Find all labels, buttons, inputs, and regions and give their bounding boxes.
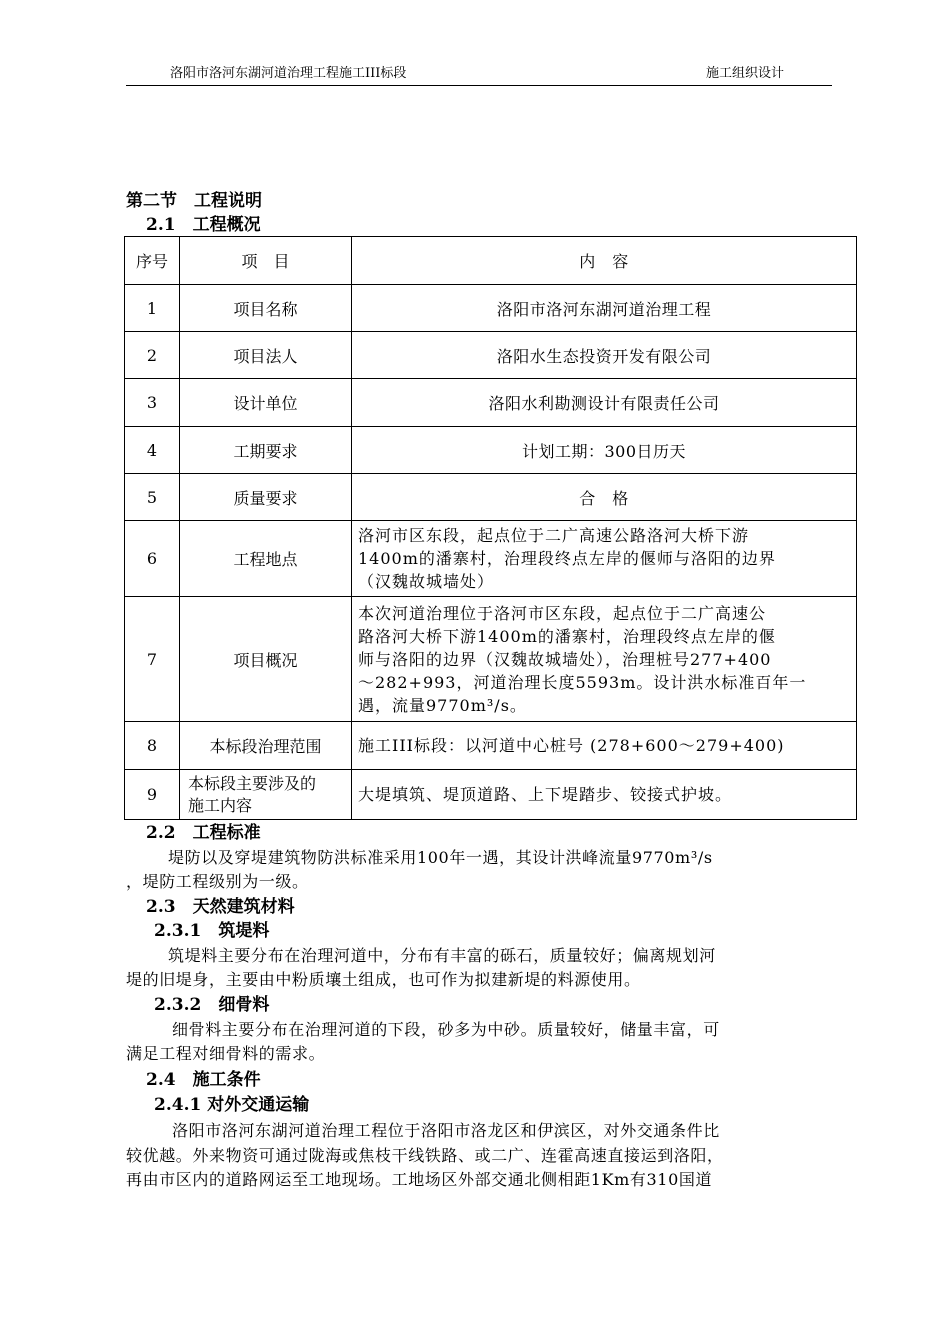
table-row xyxy=(125,474,857,521)
row-content: 计划工期：300日历天 xyxy=(352,427,857,474)
header-document-title: 洛阳市洛河东湖河道治理工程施工III标段 xyxy=(170,66,407,81)
row-item: 本标段治理范围 xyxy=(180,722,352,770)
overview-heading: 2.1 工程概况 xyxy=(146,215,261,235)
conditions-heading: 2.4 施工条件 xyxy=(146,1070,261,1090)
transport-text-line: 洛阳市洛河东湖河道治理工程位于洛阳市洛龙区和伊滨区，对外交通条件比 xyxy=(172,1121,720,1140)
row-item: 设计单位 xyxy=(180,379,352,427)
dike-material-text-line: 筑堤料主要分布在治理河道中，分布有丰富的砾石，质量较好；偏离规划河 xyxy=(168,946,716,965)
row-content: 合 格 xyxy=(352,474,857,521)
column-header-item: 项 目 xyxy=(180,237,352,285)
table-row xyxy=(125,379,857,427)
table-row xyxy=(125,597,857,722)
table-row xyxy=(125,722,857,770)
project-overview-table xyxy=(124,236,857,820)
transport-text-line: 再由市区内的道路网运至工地现场。工地场区外部交通北侧相距1Km有310国道 xyxy=(126,1170,713,1189)
row-item: 工期要求 xyxy=(180,427,352,474)
row-number: 2 xyxy=(125,332,180,379)
fine-aggregate-text-line: 满足工程对细骨料的需求。 xyxy=(126,1044,326,1063)
content-line: ～282+993，河道治理长度5593m。设计洪水标准百年一 xyxy=(358,672,807,692)
dike-material-text-line: 堤的旧堤身，主要由中粉质壤土组成，也可作为拟建新堤的料源使用。 xyxy=(126,970,641,989)
row-number: 8 xyxy=(125,722,180,770)
header-document-type: 施工组织设计 xyxy=(706,66,785,81)
row-item: 工程地点 xyxy=(180,521,352,597)
row-content: 洛阳水利勘测设计有限责任公司 xyxy=(352,379,857,427)
content-line: 路洛河大桥下游1400m的潘寨村，治理段终点左岸的偃 xyxy=(358,626,776,646)
fine-aggregate-heading: 2.3.2 细骨料 xyxy=(154,995,270,1015)
row-item xyxy=(180,770,352,820)
standard-heading: 2.2 工程标准 xyxy=(146,823,261,843)
table-row xyxy=(125,770,857,820)
table-row xyxy=(125,285,857,332)
transport-heading: 2.4.1 对外交通运输 xyxy=(154,1095,310,1115)
content-line: 师与洛阳的边界（汉魏故城墙处），治理桩号277+400 xyxy=(358,649,772,669)
row-content: 大堤填筑、堤顶道路、上下堤踏步、铰接式护坡。 xyxy=(352,770,857,820)
column-header-no: 序号 xyxy=(125,237,180,285)
dike-material-heading: 2.3.1 筑堤料 xyxy=(154,921,270,941)
row-number: 1 xyxy=(125,285,180,332)
row-content: 施工III标段：以河道中心桩号 (278+600～279+400) xyxy=(352,722,857,770)
transport-text-line: 较优越。外来物资可通过陇海或焦枝干线铁路、或二广、连霍高速直接运到洛阳， xyxy=(126,1146,724,1165)
row-number: 6 xyxy=(125,521,180,597)
content-line: 本次河道治理位于洛河市区东段，起点位于二广高速公 xyxy=(358,603,767,623)
standard-text-line: 堤防以及穿堤建筑物防洪标准采用100年一遇，其设计洪峰流量9770m³/s xyxy=(168,848,713,867)
row-number: 3 xyxy=(125,379,180,427)
row-item: 项目法人 xyxy=(180,332,352,379)
standard-text-line: ，堤防工程级别为一级。 xyxy=(126,872,309,891)
row-number: 9 xyxy=(125,770,180,820)
content-line: 遇，流量9770m³/s。 xyxy=(358,695,527,715)
row-content xyxy=(352,597,857,722)
column-header-content: 内 容 xyxy=(352,237,857,285)
row-item: 项目概况 xyxy=(180,597,352,722)
row-content xyxy=(352,521,857,597)
row-content: 洛阳市洛河东湖河道治理工程 xyxy=(352,285,857,332)
item-line: 本标段主要涉及的 xyxy=(188,773,317,793)
materials-heading: 2.3 天然建筑材料 xyxy=(146,897,295,917)
section-title: 第二节 工程说明 xyxy=(126,191,262,211)
table-header-row xyxy=(125,237,857,285)
row-number: 4 xyxy=(125,427,180,474)
table-row xyxy=(125,332,857,379)
row-number: 5 xyxy=(125,474,180,521)
content-line: （汉魏故城墙处） xyxy=(358,572,495,591)
fine-aggregate-text-line: 细骨料主要分布在治理河道的下段，砂多为中砂。质量较好，储量丰富，可 xyxy=(172,1020,720,1039)
item-line: 施工内容 xyxy=(188,795,253,815)
row-content: 洛阳水生态投资开发有限公司 xyxy=(352,332,857,379)
table-row xyxy=(125,521,857,597)
header-rule xyxy=(126,85,832,86)
row-number: 7 xyxy=(125,597,180,722)
row-item: 质量要求 xyxy=(180,474,352,521)
content-line: 1400m的潘寨村，治理段终点左岸的偃师与洛阳的边界 xyxy=(358,549,776,568)
row-item: 项目名称 xyxy=(180,285,352,332)
table-row xyxy=(125,427,857,474)
content-line: 洛河市区东段，起点位于二广高速公路洛河大桥下游 xyxy=(358,526,750,545)
